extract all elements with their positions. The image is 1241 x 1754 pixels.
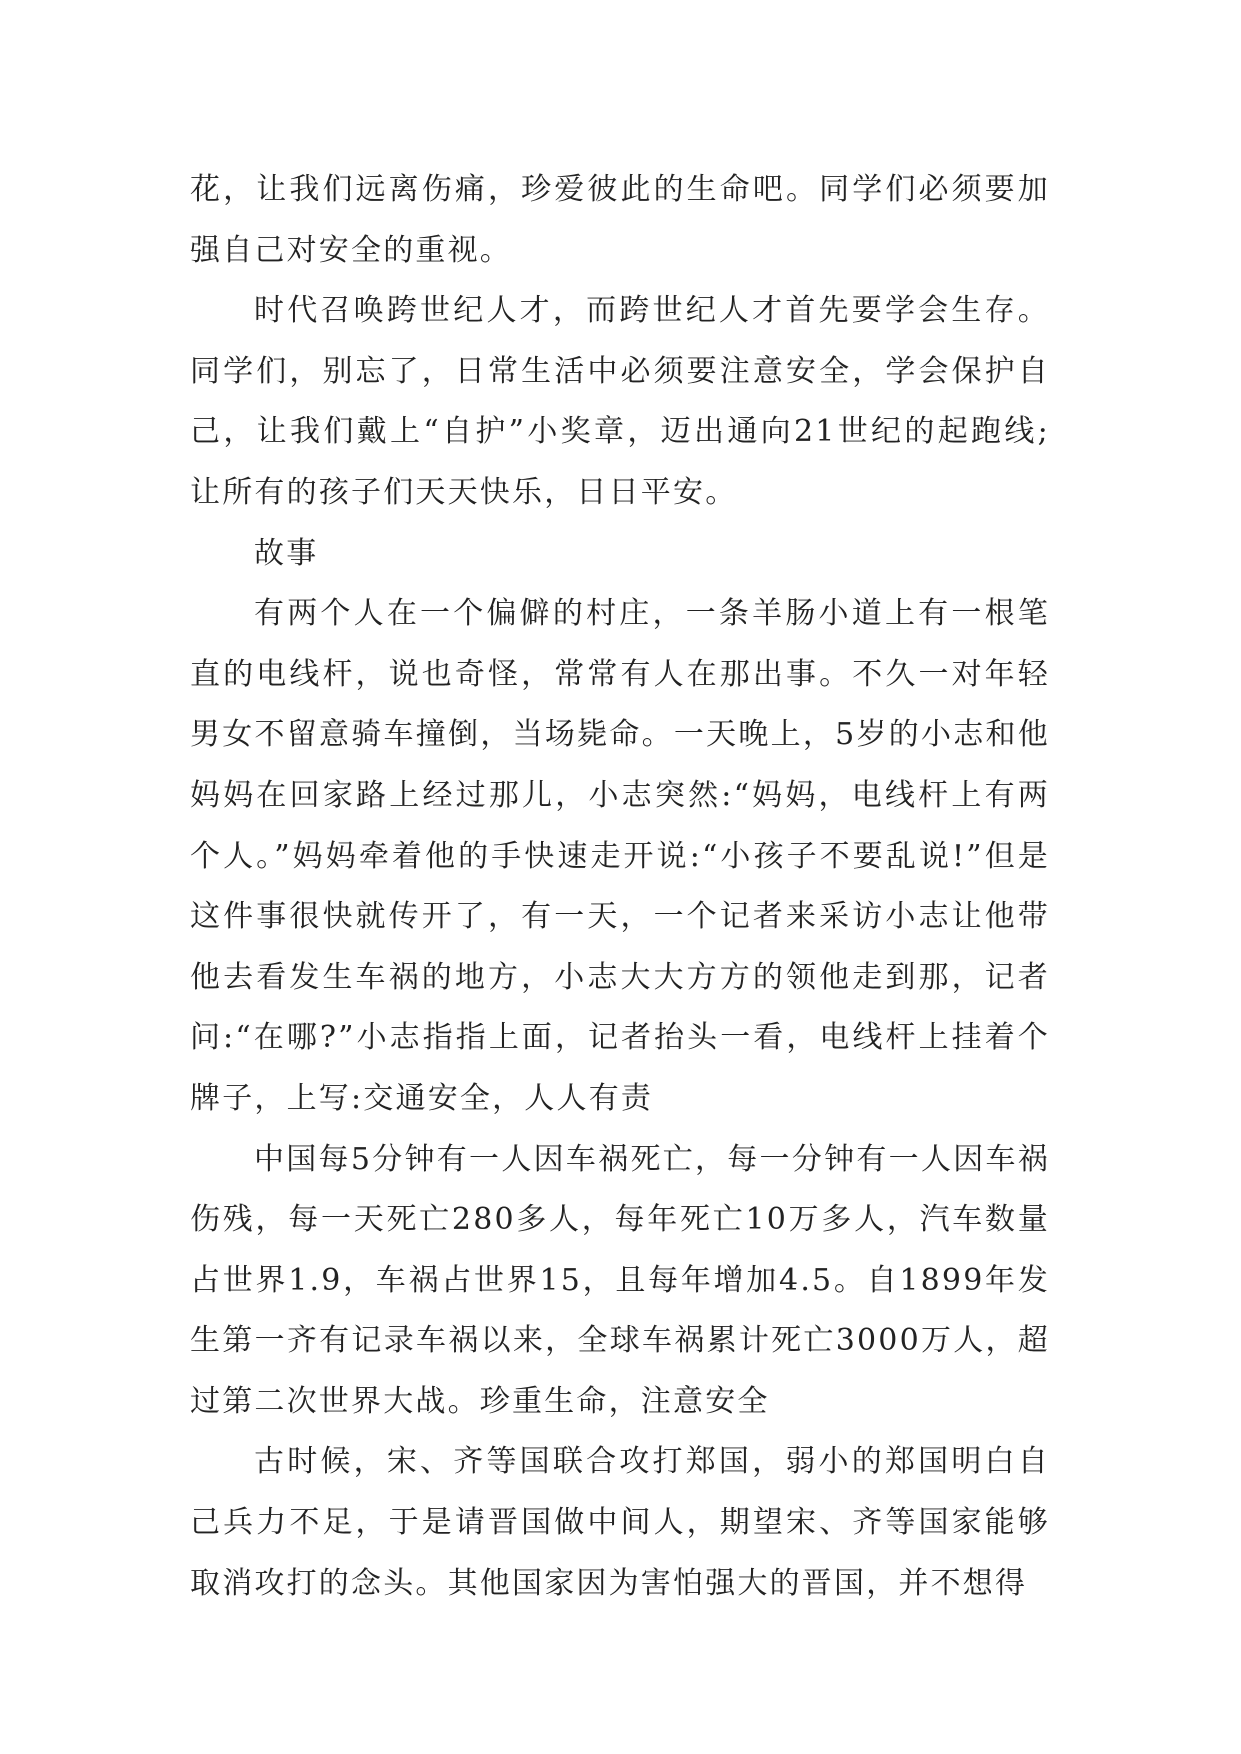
paragraph-1: 花，让我们远离伤痛，珍爱彼此的生命吧。同学们必须要加强自己对安全的重视。	[190, 172, 1050, 268]
paragraph-ancient-story: 古时候，宋、齐等国联合攻打郑国，弱小的郑国明白自己兵力不足，于是请晋国做中间人，期望宋、齐等国家能够取消攻打的念头。其他国家因为害怕强大的晋国，并不想得	[190, 1444, 1050, 1601]
paragraph-statistics: 中国每5分钟有一人因车祸死亡，每一分钟有一人因车祸伤残，每一天死亡280多人，每年死亡10万多人，汽车数量占世界1.9，车祸占世界15，且每年增加4.5。自1899年发生第一齐有记录车祸以来，全球车祸累计死亡3000万人，超过第二次世界大战。珍重生命，注意安全	[190, 1141, 1050, 1419]
section-heading-story: 故事	[254, 535, 319, 571]
paragraph-story: 有两个人在一个偏僻的村庄，一条羊肠小道上有一根笔直的电线杆，说也奇怪，常常有人在那出事。不久一对年轻男女不留意骑车撞倒，当场毙命。一天晚上，5岁的小志和他妈妈在回家路上经过那儿，小志突然:“妈妈，电线杆上有两个人。”妈妈牵着他的手快速走开说:“小孩子不要乱说!”但是这件事很快就传开了，有一天，一个记者来采访小志让他带他去看发生车祸的地方，小志大大方方的领他走到那，记者问:“在哪?”小志指指上面，记者抬头一看，电线杆上挂着个牌子，上写:交通安全，人人有责	[190, 596, 1050, 1116]
document-body	[190, 160, 1050, 1614]
paragraph-2: 时代召唤跨世纪人才，而跨世纪人才首先要学会生存。同学们，别忘了，日常生活中必须要注意安全，学会保护自己，让我们戴上“自护”小奖章，迈出通向21世纪的起跑线;让所有的孩子们天天快乐，日日平安。	[190, 293, 1050, 510]
